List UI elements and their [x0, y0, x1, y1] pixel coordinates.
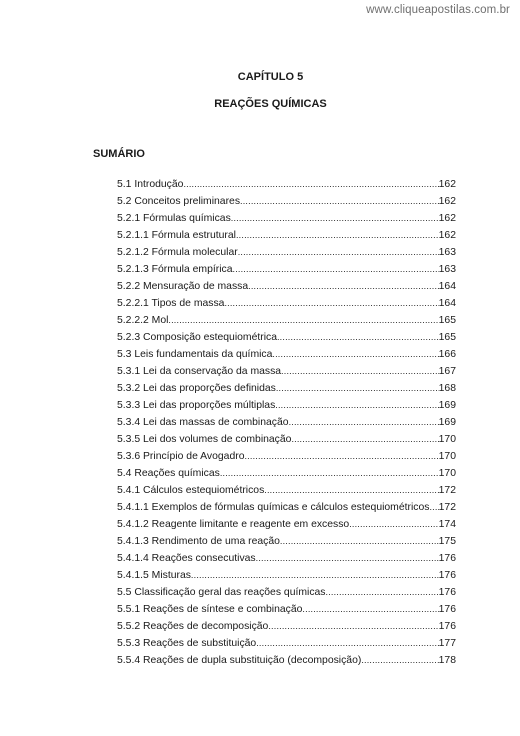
- toc-entry: [117, 261, 456, 278]
- toc-entry: [117, 652, 456, 669]
- toc-dot-leader: [183, 176, 438, 193]
- toc-entry: [117, 516, 456, 533]
- toc-dot-leader: [280, 533, 439, 550]
- toc-entry: [117, 601, 456, 618]
- toc-entry-page: 162: [438, 230, 456, 241]
- toc-entry-page: 165: [438, 315, 456, 326]
- toc-dot-leader: [349, 516, 438, 533]
- toc-entry: [117, 635, 456, 652]
- toc-entry-label: 5.2.1 Fórmulas químicas: [117, 213, 231, 224]
- toc-dot-leader: [220, 465, 439, 482]
- chapter-number: CAPÍTULO 5: [237, 71, 304, 83]
- toc-entry: [117, 482, 456, 499]
- toc-entry-page: 176: [438, 570, 456, 581]
- toc-entry: [117, 363, 456, 380]
- toc-dot-leader: [291, 431, 438, 448]
- toc-dot-leader: [256, 550, 439, 567]
- toc-entry-page: 172: [438, 502, 456, 513]
- toc-entry-label: 5.4.1.1 Exemplos de fórmulas químicas e cálculos estequiométricos: [117, 502, 430, 513]
- toc-entry: [117, 448, 456, 465]
- toc-entry-label: 5.3.5 Lei dos volumes de combinação: [117, 434, 292, 445]
- toc-entry-label: 5.4 Reações químicas: [117, 468, 220, 479]
- summary-heading: SUMÁRIO: [93, 148, 145, 160]
- toc-entry-label: 5.2.1.1 Fórmula estrutural: [117, 230, 236, 241]
- toc-entry: [117, 329, 456, 346]
- toc-entry: [117, 550, 456, 567]
- toc-entry: [117, 176, 456, 193]
- toc-entry: [117, 567, 456, 584]
- toc-entry-label: 5.2.2.1 Tipos de massa: [117, 298, 225, 309]
- toc-entry-page: 164: [438, 298, 456, 309]
- watermark-url: www.cliqueapostilas.com.br: [366, 4, 510, 16]
- toc-entry-page: 162: [438, 196, 456, 207]
- toc-entry-page: 168: [438, 383, 456, 394]
- toc-entry: [117, 244, 456, 261]
- toc-dot-leader: [191, 567, 439, 584]
- toc-entry-label: 5.2.2 Mensuração de massa: [117, 281, 249, 292]
- toc-entry: [117, 227, 456, 244]
- toc-entry-label: 5.5.3 Reações de substituição: [117, 638, 257, 649]
- toc-dot-leader: [272, 346, 438, 363]
- toc-entry-label: 5.3.4 Lei das massas de combinação: [117, 417, 289, 428]
- toc-entry-label: 5.2.1.3 Fórmula empírica: [117, 264, 233, 275]
- toc-entry-page: 167: [438, 366, 456, 377]
- toc-entry-page: 175: [438, 536, 456, 547]
- toc-entry-page: 162: [438, 179, 456, 190]
- toc-dot-leader: [240, 193, 439, 210]
- toc-entry-label: 5.5.4 Reações de dupla substituição (decomposição): [117, 655, 362, 666]
- toc-entry: [117, 414, 456, 431]
- toc-entry-label: 5.5.1 Reações de síntese e combinação: [117, 604, 303, 615]
- toc-dot-leader: [289, 414, 439, 431]
- toc-entry-label: 5.4.1.3 Rendimento de uma reação: [117, 536, 280, 547]
- toc-entry-page: 172: [438, 485, 456, 496]
- toc-entry: [117, 618, 456, 635]
- toc-entry-page: 170: [438, 434, 456, 445]
- toc-entry-page: 170: [438, 451, 456, 462]
- toc-entry: [117, 584, 456, 601]
- toc-entry-page: 170: [438, 468, 456, 479]
- toc-entry-label: 5.3.1 Lei da conservação da massa: [117, 366, 282, 377]
- toc-dot-leader: [236, 227, 439, 244]
- toc-entry: [117, 465, 456, 482]
- toc-dot-leader: [429, 499, 438, 516]
- toc-entry-label: 5.3 Leis fundamentais da química: [117, 349, 273, 360]
- toc-entry-page: 176: [438, 587, 456, 598]
- toc-entry-page: 164: [438, 281, 456, 292]
- toc-entry-page: 162: [438, 213, 456, 224]
- toc-entry: [117, 295, 456, 312]
- toc-entry-label: 5.4.1 Cálculos estequiométricos: [117, 485, 265, 496]
- toc-entry: [117, 431, 456, 448]
- toc-entry-page: 169: [438, 417, 456, 428]
- toc-entry: [117, 397, 456, 414]
- toc-entry-label: 5.2.3 Composição estequiométrica: [117, 332, 277, 343]
- toc-dot-leader: [276, 380, 439, 397]
- toc-dot-leader: [264, 482, 438, 499]
- toc-entry: [117, 278, 456, 295]
- toc-entry: [117, 193, 456, 210]
- toc-entry-page: 176: [438, 621, 456, 632]
- toc-dot-leader: [256, 635, 438, 652]
- toc-entry-label: 5.5 Classificação geral das reações químicas: [117, 587, 326, 598]
- toc-entry: [117, 346, 456, 363]
- toc-entry-label: 5.3.2 Lei das proporções definidas: [117, 383, 276, 394]
- toc-entry-label: 5.4.1.4 Reações consecutivas: [117, 553, 256, 564]
- toc-entry-label: 5.2.2.2 Mol: [117, 315, 169, 326]
- toc-dot-leader: [268, 618, 438, 635]
- toc-dot-leader: [244, 448, 438, 465]
- toc-dot-leader: [248, 278, 439, 295]
- toc-entry-label: 5.2 Conceitos preliminares: [117, 196, 241, 207]
- toc-entry-label: 5.1 Introdução: [117, 179, 184, 190]
- toc-entry-label: 5.5.2 Reações de decomposição: [117, 621, 269, 632]
- toc-entry: [117, 312, 456, 329]
- toc-dot-leader: [277, 329, 439, 346]
- toc-dot-leader: [238, 244, 439, 261]
- table-of-contents: [117, 176, 456, 669]
- toc-dot-leader: [326, 584, 439, 601]
- toc-entry: [117, 380, 456, 397]
- toc-entry-label: 5.3.6 Princípio de Avogadro: [117, 451, 245, 462]
- toc-dot-leader: [168, 312, 438, 329]
- toc-entry-page: 178: [438, 655, 456, 666]
- toc-dot-leader: [231, 210, 439, 227]
- toc-dot-leader: [224, 295, 438, 312]
- toc-entry: [117, 499, 456, 516]
- chapter-title: REAÇÕES QUÍMICAS: [214, 98, 327, 110]
- toc-entry-page: 163: [438, 247, 456, 258]
- toc-entry: [117, 533, 456, 550]
- toc-entry-page: 176: [438, 553, 456, 564]
- toc-entry-page: 165: [438, 332, 456, 343]
- toc-entry-page: 174: [438, 519, 456, 530]
- toc-dot-leader: [233, 261, 439, 278]
- toc-entry-label: 5.4.1.2 Reagente limitante e reagente em excesso: [117, 519, 350, 530]
- toc-entry-page: 169: [438, 400, 456, 411]
- toc-entry-page: 177: [438, 638, 456, 649]
- toc-entry-label: 5.2.1.2 Fórmula molecular: [117, 247, 238, 258]
- toc-entry: [117, 210, 456, 227]
- toc-dot-leader: [361, 652, 438, 669]
- toc-dot-leader: [302, 601, 438, 618]
- toc-entry-page: 176: [438, 604, 456, 615]
- toc-entry-page: 163: [438, 264, 456, 275]
- toc-entry-label: 5.3.3 Lei das proporções múltiplas: [117, 400, 276, 411]
- toc-dot-leader: [281, 363, 439, 380]
- toc-dot-leader: [275, 397, 438, 414]
- toc-entry-page: 166: [438, 349, 456, 360]
- toc-entry-label: 5.4.1.5 Misturas: [117, 570, 191, 581]
